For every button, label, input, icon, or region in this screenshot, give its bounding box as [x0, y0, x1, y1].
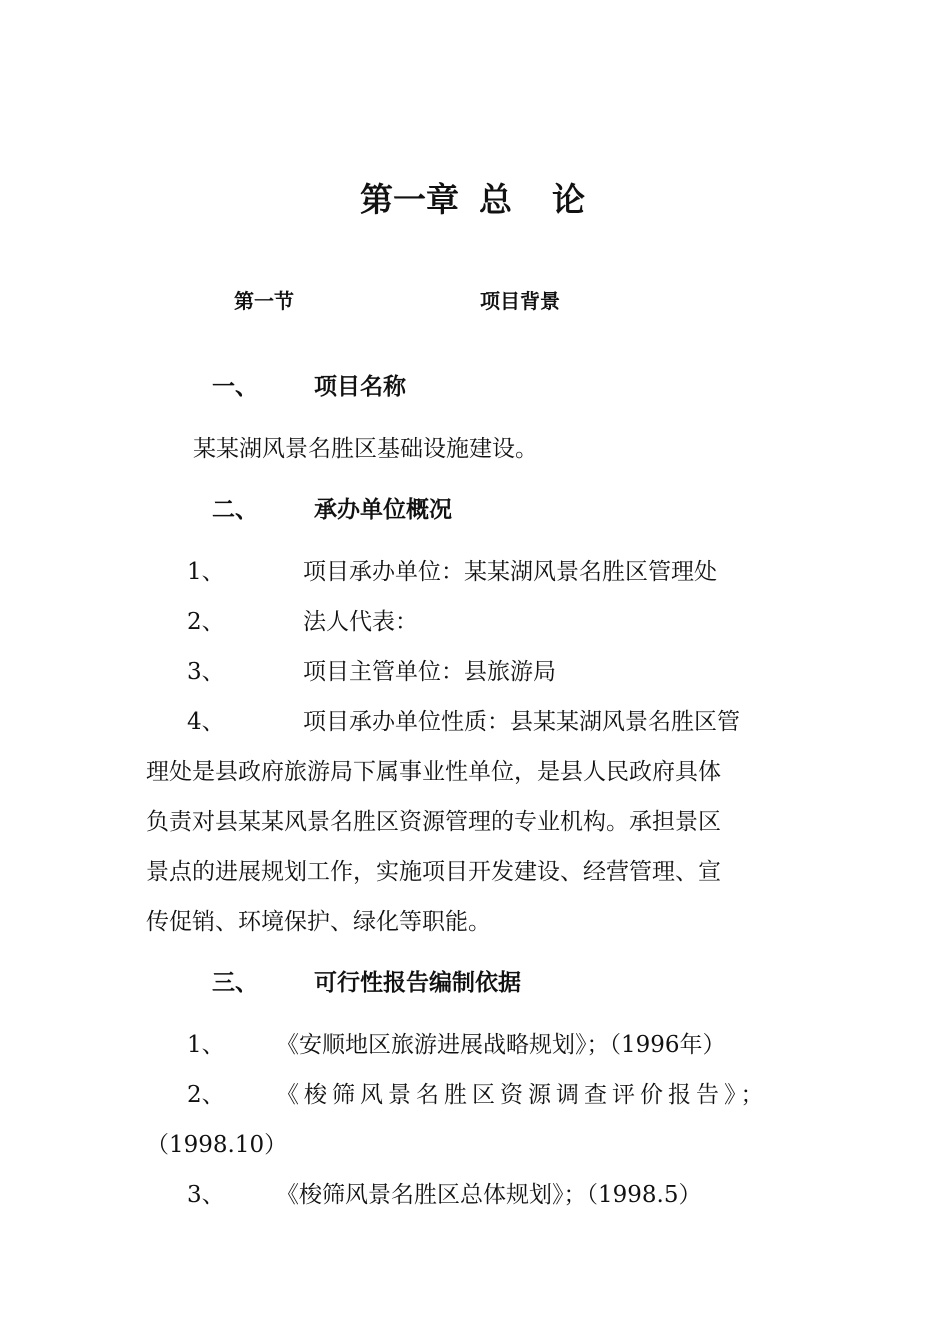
- part3-item-2-number: 2、: [187, 1082, 225, 1108]
- part2-item-4-number: 4、: [187, 709, 225, 735]
- chapter-title-part-a: 总: [479, 180, 512, 219]
- part3-item-1-number: 1、: [187, 1032, 225, 1058]
- part2-item-4-line-4: 景点的进展规划工作，实施项目开发建设、经营管理、宣: [146, 859, 721, 885]
- part2-item-1-number: 1、: [187, 559, 225, 585]
- part2-item-4-line-5: 传促销、环境保护、绿化等职能。: [146, 909, 491, 935]
- part2-heading: 承办单位概况: [314, 497, 452, 523]
- part2-item-4-line-2: 理处是县政府旅游局下属事业性单位，是县人民政府具体: [146, 759, 721, 785]
- part3-item-1-text: 《安顺地区旅游进展战略规划》；（1996年）: [276, 1032, 726, 1058]
- part3-item-3-text: 《梭筛风景名胜区总体规划》；（1998.5）: [276, 1182, 702, 1208]
- part3-item-2-line-2: （1998.10）: [146, 1132, 288, 1158]
- part2-item-2-text: 法人代表：: [303, 609, 418, 635]
- part3-number: 三、: [212, 970, 258, 996]
- section-title: 项目背景: [480, 289, 560, 313]
- part2-item-1-text: 项目承办单位：某某湖风景名胜区管理处: [303, 559, 717, 585]
- section-number: 第一节: [234, 289, 294, 313]
- part2-item-4-line-3: 负责对县某某风景名胜区资源管理的专业机构。承担景区: [146, 809, 721, 835]
- part1-heading: 项目名称: [314, 374, 406, 400]
- part3-heading: 可行性报告编制依据: [314, 970, 521, 996]
- part2-item-3-text: 项目主管单位：县旅游局: [303, 659, 556, 685]
- part2-item-3-number: 3、: [187, 659, 225, 685]
- chapter-title-part-b: 论: [552, 180, 585, 219]
- part3-item-2-text: 《梭筛风景名胜区资源调查评价报告》；: [276, 1082, 769, 1108]
- part2-number: 二、: [212, 497, 258, 523]
- part3-item-3-number: 3、: [187, 1182, 225, 1208]
- part2-item-4-text: 项目承办单位性质：县某某湖风景名胜区管: [303, 709, 740, 735]
- chapter-title: [360, 180, 585, 219]
- part2-item-2-number: 2、: [187, 609, 225, 635]
- part1-body: 某某湖风景名胜区基础设施建设。: [193, 436, 538, 462]
- chapter-number: 第一章: [360, 180, 459, 219]
- part1-number: 一、: [212, 374, 258, 400]
